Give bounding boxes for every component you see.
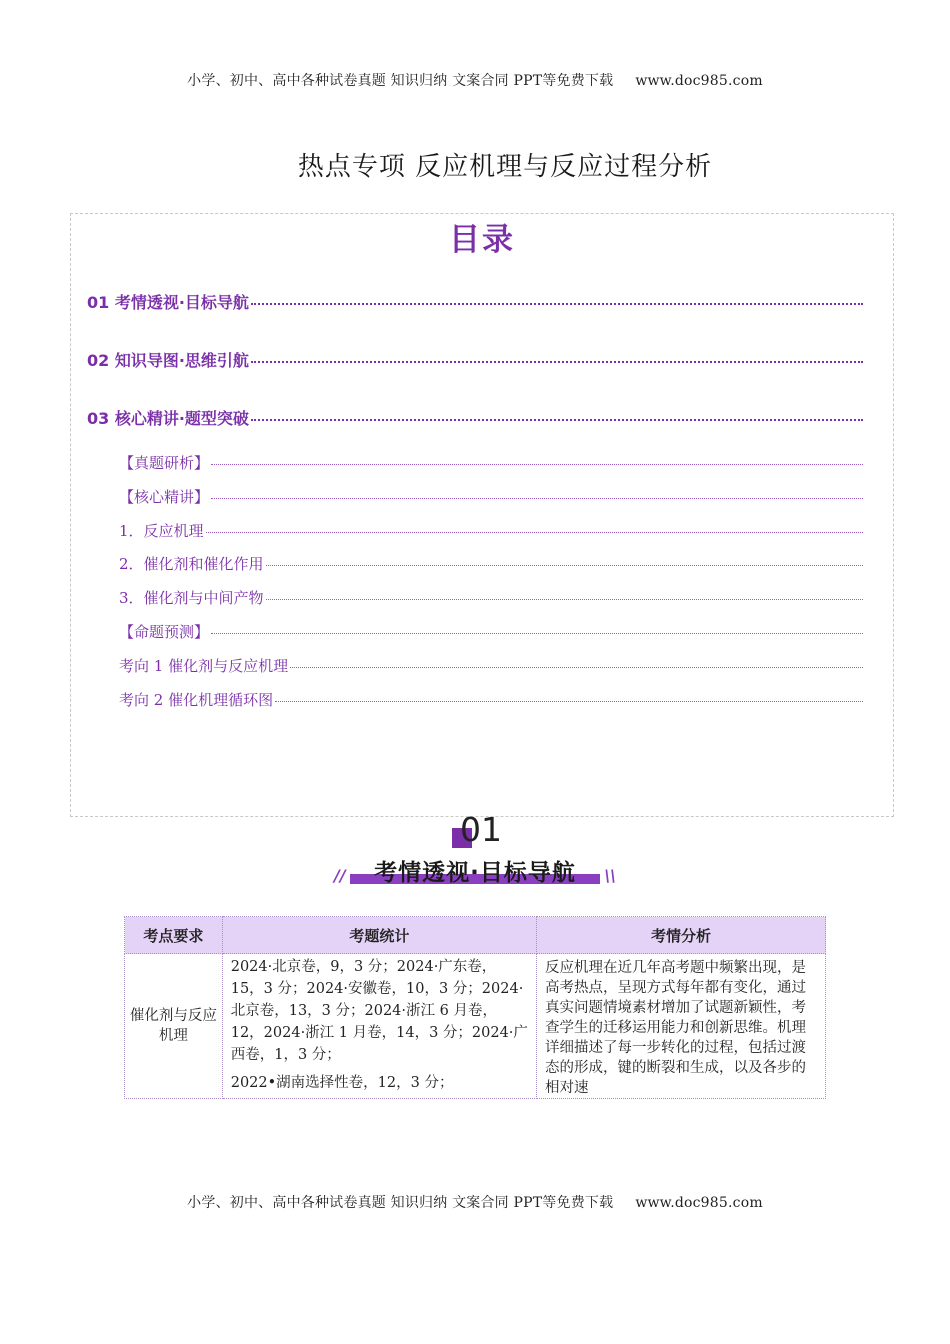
toc-item-label: 03 核心精讲·题型突破 xyxy=(87,409,249,428)
analysis-text: 反应机理在近几年高考题中频繁出现，是高考热点，呈现方式每年都有变化，通过真实问题情境素材增加了试题新颖性，考查学生的迁移运用能力和创新思维。机理详细描述了每一步转化的过程，包括过渡态的形成，键的断裂和生成，以及各步的相对速 xyxy=(545,960,807,1096)
toc-item-label: 考向 1 催化剂与反应机理 xyxy=(119,657,289,675)
toc-sub-item-catalyst[interactable] xyxy=(119,553,863,574)
cell-point: 催化剂与反应机理 xyxy=(125,954,223,1099)
toc-sub-item-intermediate[interactable] xyxy=(119,587,863,608)
exam-analysis-table xyxy=(124,916,826,1099)
toc-heading: 目录 xyxy=(449,222,515,258)
toc-item-label: 【真题研析】 xyxy=(119,454,210,472)
toc-item-overview[interactable] xyxy=(87,290,863,313)
toc-item-label: 【命题预测】 xyxy=(119,623,210,641)
header-stats: 考题统计 xyxy=(222,917,536,954)
stats-line-1: 2024·北京卷，9，3 分；2024·广东卷，15，3 分；2024·安徽卷，10，3 分；2024·北京卷，13，3 分；2024·浙江 6 月卷，12，2024·浙江 1 月卷，14，3 分；2024·广西卷，1，3 分； xyxy=(230,959,528,1063)
toc-sub-item-direction-2[interactable] xyxy=(119,689,863,710)
page-title: 热点专项 反应机理与反应过程分析 xyxy=(297,152,713,182)
toc-item-label: 【核心精讲】 xyxy=(119,488,210,506)
toc-leader xyxy=(211,633,863,634)
toc-leader xyxy=(251,303,863,305)
section-banner xyxy=(330,852,620,888)
toc-leader xyxy=(211,498,863,499)
toc-item-label: 3．催化剂与中间产物 xyxy=(119,589,264,607)
toc-leader xyxy=(211,464,863,465)
section-number xyxy=(452,810,512,854)
banner-right-mark: \\ xyxy=(604,866,616,885)
header-point: 考点要求 xyxy=(125,917,223,954)
toc-leader xyxy=(266,565,863,566)
header-analysis: 考情分析 xyxy=(537,917,826,954)
toc-leader xyxy=(206,532,863,533)
cell-analysis xyxy=(537,954,826,1099)
section-title: 考情透视·目标导航 xyxy=(374,860,576,886)
toc-leader xyxy=(251,361,863,363)
cell-stats xyxy=(222,954,536,1099)
footer-url[interactable]: www.doc985.com xyxy=(635,1195,763,1211)
header-url[interactable]: www.doc985.com xyxy=(635,73,763,89)
section-number-text: 01 xyxy=(460,810,502,849)
toc-item-core[interactable] xyxy=(87,406,863,429)
toc-leader xyxy=(275,701,863,702)
toc-sub-item-core-lecture[interactable] xyxy=(119,486,863,507)
page-footer xyxy=(0,1192,950,1212)
toc-item-label: 1．反应机理 xyxy=(119,522,204,540)
toc-leader xyxy=(266,599,863,600)
toc-item-label: 2．催化剂和催化作用 xyxy=(119,555,264,573)
toc-leader xyxy=(290,667,863,668)
table-row xyxy=(125,954,826,1099)
toc-leader xyxy=(251,419,863,421)
toc-item-label: 01 考情透视·目标导航 xyxy=(87,293,249,312)
stats-line-2: 2022•湖南选择性卷，12，3 分； xyxy=(230,1075,454,1091)
toc-sub-item-prediction[interactable] xyxy=(119,621,863,642)
toc-sub-item-real-questions[interactable] xyxy=(119,452,863,473)
table-of-contents xyxy=(70,213,894,817)
toc-sub-item-direction-1[interactable] xyxy=(119,655,863,676)
toc-item-mindmap[interactable] xyxy=(87,348,863,371)
banner-left-mark: // xyxy=(334,866,346,885)
page-header xyxy=(0,70,950,90)
table-header-row xyxy=(125,917,826,954)
toc-sub-item-mechanism[interactable] xyxy=(119,520,863,541)
footer-text: 小学、初中、高中各种试卷真题 知识归纳 文案合同 PPT等免费下载 xyxy=(187,1195,614,1211)
toc-item-label: 考向 2 催化机理循环图 xyxy=(119,691,274,709)
header-text: 小学、初中、高中各种试卷真题 知识归纳 文案合同 PPT等免费下载 xyxy=(187,73,614,89)
toc-item-label: 02 知识导图·思维引航 xyxy=(87,351,249,370)
